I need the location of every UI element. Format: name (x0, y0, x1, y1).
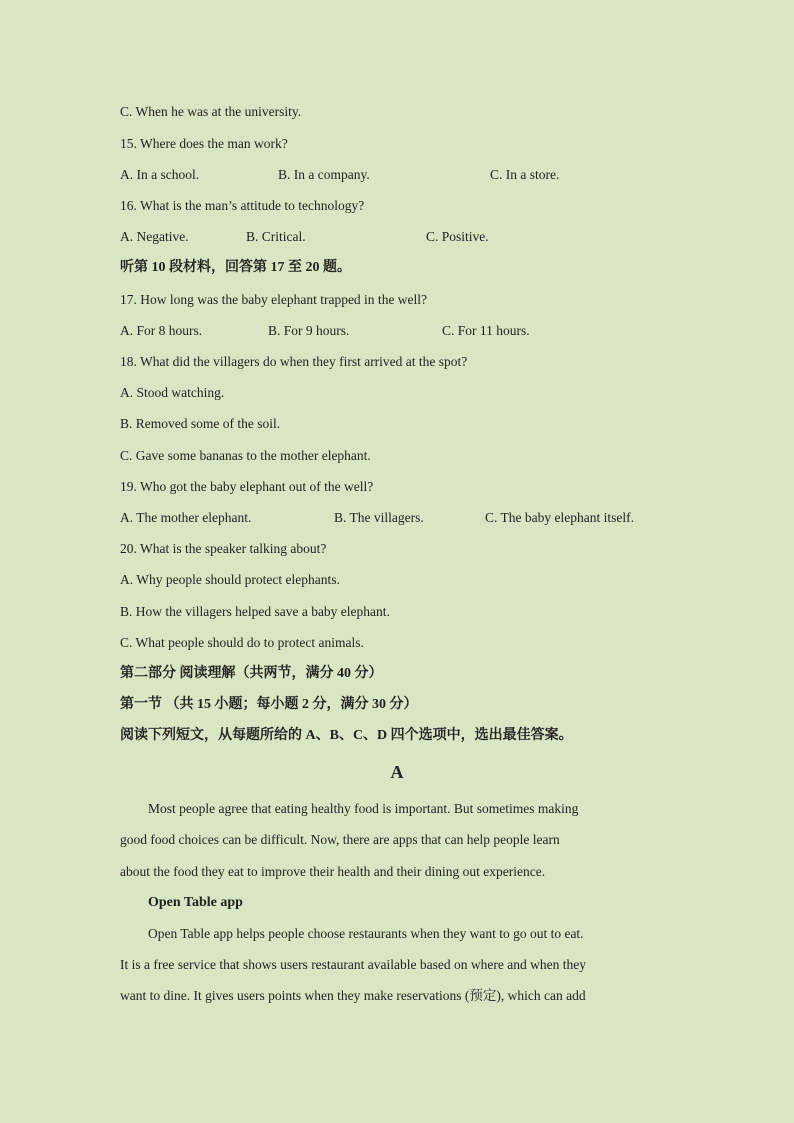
option-16c: C. Positive. (426, 229, 489, 244)
paragraph-2-line-3: want to dine. It gives users points when they make reservations (预定), which can add (120, 988, 586, 1003)
option-15a: A. In a school. (120, 167, 200, 182)
option-15b: B. In a company. (278, 167, 370, 182)
option-17c: C. For 11 hours. (442, 323, 530, 338)
subheading-open-table: Open Table app (148, 895, 243, 910)
question-16: 16. What is the man’s attitude to technology? (120, 198, 365, 213)
option-20b: B. How the villagers helped save a baby elephant. (120, 604, 390, 619)
option-19b: B. The villagers. (334, 510, 424, 525)
part-2-heading: 第二部分 阅读理解（共两节，满分 40 分） (120, 666, 383, 681)
option-20a: A. Why people should protect elephants. (120, 572, 340, 587)
option-14c: C. When he was at the university. (120, 104, 302, 119)
question-18: 18. What did the villagers do when they first arrived at the spot? (120, 354, 468, 369)
option-19a: A. The mother elephant. (120, 510, 252, 525)
option-20c: C. What people should do to protect animals. (120, 635, 364, 650)
option-18c: C. Gave some bananas to the mother elephant. (120, 448, 371, 463)
question-15: 15. Where does the man work? (120, 136, 288, 151)
section-1-heading: 第一节 （共 15 小题；每小题 2 分，满分 30 分） (120, 697, 418, 712)
option-17a: A. For 8 hours. (120, 323, 203, 338)
option-19c: C. The baby elephant itself. (485, 510, 634, 525)
section-10-heading: 听第 10 段材料，回答第 17 至 20 题。 (120, 260, 351, 275)
option-18a: A. Stood watching. (120, 385, 225, 400)
option-16a: A. Negative. (120, 229, 189, 244)
paragraph-1-line-3: about the food they eat to improve their health and their dining out experience. (120, 864, 546, 879)
option-16b: B. Critical. (246, 229, 306, 244)
option-15c: C. In a store. (490, 167, 560, 182)
question-20: 20. What is the speaker talking about? (120, 541, 327, 556)
question-17: 17. How long was the baby elephant trapped in the well? (120, 292, 428, 307)
instructions: 阅读下列短文，从每题所给的 A、B、C、D 四个选项中，选出最佳答案。 (120, 728, 573, 743)
option-18b: B. Removed some of the soil. (120, 416, 281, 431)
paragraph-1-line-2: good food choices can be difficult. Now, there are apps that can help people learn (120, 832, 560, 847)
option-17b: B. For 9 hours. (268, 323, 350, 338)
passage-title: A (390, 762, 404, 782)
question-19: 19. Who got the baby elephant out of the well? (120, 479, 374, 494)
paragraph-2-line-1: Open Table app helps people choose restaurants when they want to go out to eat. (148, 926, 584, 941)
paragraph-2-line-2: It is a free service that shows users restaurant available based on where and when they (120, 957, 586, 972)
paragraph-1-line-1: Most people agree that eating healthy food is important. But sometimes making (148, 801, 579, 816)
